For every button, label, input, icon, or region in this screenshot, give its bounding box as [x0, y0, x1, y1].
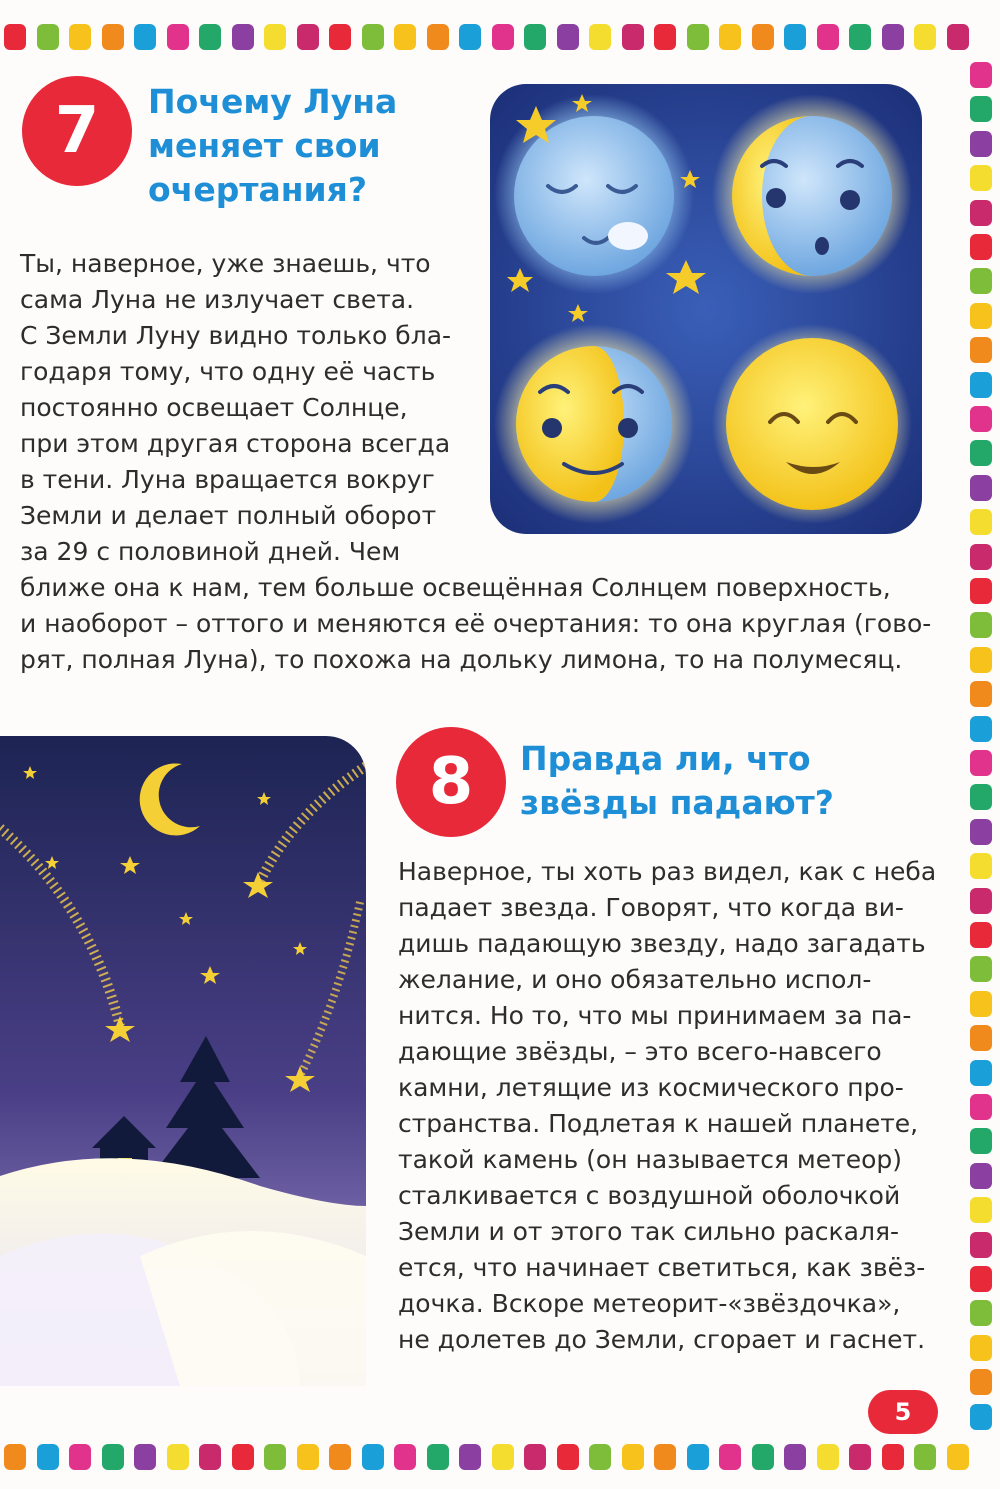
paragraph-line: дочка. Вскоре метеорит-«звёздочка», [398, 1289, 901, 1318]
section-8-number-badge [396, 727, 506, 837]
border-dot [882, 1444, 904, 1470]
border-dot [589, 1444, 611, 1470]
section-7-number: 7 [54, 94, 100, 168]
border-dot [719, 24, 741, 50]
border-dot [947, 1444, 969, 1470]
section-7-number-badge [22, 76, 132, 186]
section-7-title-line: очертания? [148, 170, 367, 209]
border-dot [4, 24, 26, 50]
border-dot [37, 24, 59, 50]
border-dot [970, 131, 992, 157]
border-dot [970, 716, 992, 742]
border-dot [102, 1444, 124, 1470]
border-dot [970, 1094, 992, 1120]
border-dot [970, 1369, 992, 1395]
border-dot [882, 24, 904, 50]
border-dot [69, 24, 91, 50]
section-8-number: 8 [428, 745, 474, 819]
border-dot [970, 578, 992, 604]
border-dot [947, 24, 969, 50]
paragraph-line: нится. Но то, что мы принимаем за па- [398, 1001, 912, 1030]
paragraph-line: рят, полная Луна), то похожа на дольку лимона, то на полумесяц. [20, 645, 903, 674]
border-dot [394, 1444, 416, 1470]
section-8-title [520, 737, 834, 825]
border-dot [362, 24, 384, 50]
moon-phases-image [490, 84, 922, 534]
border-dot [914, 24, 936, 50]
border-dot [622, 1444, 644, 1470]
paragraph-line: за 29 с половиной дней. Чем [20, 537, 401, 566]
border-dot [69, 1444, 91, 1470]
section-8-paragraph [398, 854, 936, 1358]
falling-stars-illustration [0, 736, 366, 1386]
night-sky-image [0, 736, 366, 1386]
border-dot [459, 24, 481, 50]
border-dot [687, 24, 709, 50]
border-dot [622, 24, 644, 50]
border-dot [970, 1404, 992, 1430]
section-8-title-line: звёзды падают? [520, 783, 834, 822]
border-dot [970, 337, 992, 363]
paragraph-line: сталкивается с воздушной оболочкой [398, 1181, 901, 1210]
paragraph-line: дишь падающую звезду, надо загадать [398, 929, 926, 958]
border-dot [167, 24, 189, 50]
border-dot [297, 1444, 319, 1470]
border-dot [970, 62, 992, 88]
border-dot [459, 1444, 481, 1470]
border-dot [167, 1444, 189, 1470]
border-dot [914, 1444, 936, 1470]
border-dot [970, 1197, 992, 1223]
paragraph-line: ближе она к нам, тем больше освещённая Солнцем поверхность, [20, 573, 891, 602]
paragraph-line: Ты, наверное, уже знаешь, что [20, 249, 431, 278]
border-dot [752, 24, 774, 50]
border-dot [329, 1444, 351, 1470]
border-dot [970, 406, 992, 432]
border-dot [4, 1444, 26, 1470]
border-dot [970, 853, 992, 879]
border-dot [970, 1060, 992, 1086]
paragraph-line: при этом другая сторона всегда [20, 429, 451, 458]
section-7-title-line: Почему Луна [148, 82, 398, 121]
border-dot [970, 956, 992, 982]
border-dot [134, 24, 156, 50]
border-dot [970, 888, 992, 914]
border-dot [687, 1444, 709, 1470]
border-dot [524, 24, 546, 50]
border-dot [232, 24, 254, 50]
paragraph-line: камни, летящие из космического про- [398, 1073, 904, 1102]
paragraph-line: такой камень (он называется метеор) [398, 1145, 903, 1174]
border-dot [654, 24, 676, 50]
page-number: 5 [894, 1398, 912, 1426]
section-7-title-line: меняет свои [148, 126, 381, 165]
border-dot [970, 234, 992, 260]
border-dot [970, 303, 992, 329]
paragraph-line: сама Луна не излучает света. [20, 285, 415, 314]
border-dot [970, 1266, 992, 1292]
border-dot [37, 1444, 59, 1470]
border-dot [970, 440, 992, 466]
border-dot [817, 1444, 839, 1470]
border-dot [102, 24, 124, 50]
border-dot [970, 1335, 992, 1361]
border-dot [557, 1444, 579, 1470]
border-dot [492, 24, 514, 50]
border-dot [817, 24, 839, 50]
border-dot [970, 1232, 992, 1258]
border-dot [427, 24, 449, 50]
border-dot [970, 1025, 992, 1051]
border-dot [970, 1300, 992, 1326]
border-dot [970, 268, 992, 294]
border-dot [970, 784, 992, 810]
paragraph-line: падает звезда. Говорят, что когда ви- [398, 893, 904, 922]
border-dot [752, 1444, 774, 1470]
paragraph-line: Наверное, ты хоть раз видел, как с неба [398, 857, 937, 886]
border-dot [970, 509, 992, 535]
paragraph-line: С Земли Луну видно только бла- [20, 321, 452, 350]
border-dot [329, 24, 351, 50]
paragraph-line: дающие звёзды, – это всего-навсего [398, 1037, 882, 1066]
border-dot [970, 991, 992, 1017]
border-dot [970, 750, 992, 776]
border-dot [362, 1444, 384, 1470]
border-dot [492, 1444, 514, 1470]
border-dot [784, 1444, 806, 1470]
border-dot [970, 544, 992, 570]
moon-phases-illustration [490, 84, 922, 534]
paragraph-line: Земли и от этого так сильно раскаля- [398, 1217, 900, 1246]
border-dot [849, 24, 871, 50]
section-8-title-line: Правда ли, что [520, 739, 811, 778]
border-dot [589, 24, 611, 50]
border-dot [970, 647, 992, 673]
border-dot [264, 24, 286, 50]
border-dot [970, 475, 992, 501]
border-dot [134, 1444, 156, 1470]
border-dot [199, 1444, 221, 1470]
border-dot [970, 1163, 992, 1189]
border-dot [970, 200, 992, 226]
border-dot [970, 96, 992, 122]
border-dot [970, 165, 992, 191]
border-dot [427, 1444, 449, 1470]
paragraph-line: в тени. Луна вращается вокруг [20, 465, 435, 494]
border-dot [849, 1444, 871, 1470]
paragraph-line: годаря тому, что одну её часть [20, 357, 436, 386]
border-dot [557, 24, 579, 50]
border-dot [524, 1444, 546, 1470]
paragraph-line: ется, что начинает светиться, как звёз- [398, 1253, 926, 1282]
border-dot [970, 922, 992, 948]
border-dot [970, 819, 992, 845]
page-number-badge [868, 1390, 938, 1434]
section-7-title [148, 80, 397, 212]
border-dot [654, 1444, 676, 1470]
paragraph-line: постоянно освещает Солнце, [20, 393, 408, 422]
paragraph-line: Земли и делает полный оборот [20, 501, 437, 530]
paragraph-line: желание, и оно обязательно испол- [398, 965, 872, 994]
paragraph-line: странства. Подлетая к нашей планете, [398, 1109, 919, 1138]
border-dot [719, 1444, 741, 1470]
paragraph-line: не долетев до Земли, сгорает и гаснет. [398, 1325, 926, 1354]
border-dot [970, 681, 992, 707]
border-dot [232, 1444, 254, 1470]
border-dot [970, 372, 992, 398]
border-dot [199, 24, 221, 50]
border-dot [297, 24, 319, 50]
border-dot [394, 24, 416, 50]
border-dot [264, 1444, 286, 1470]
paragraph-line: и наоборот – оттого и меняются её очертания: то она круглая (гово- [20, 609, 932, 638]
border-dot [784, 24, 806, 50]
border-dot [970, 1128, 992, 1154]
border-dot [970, 612, 992, 638]
